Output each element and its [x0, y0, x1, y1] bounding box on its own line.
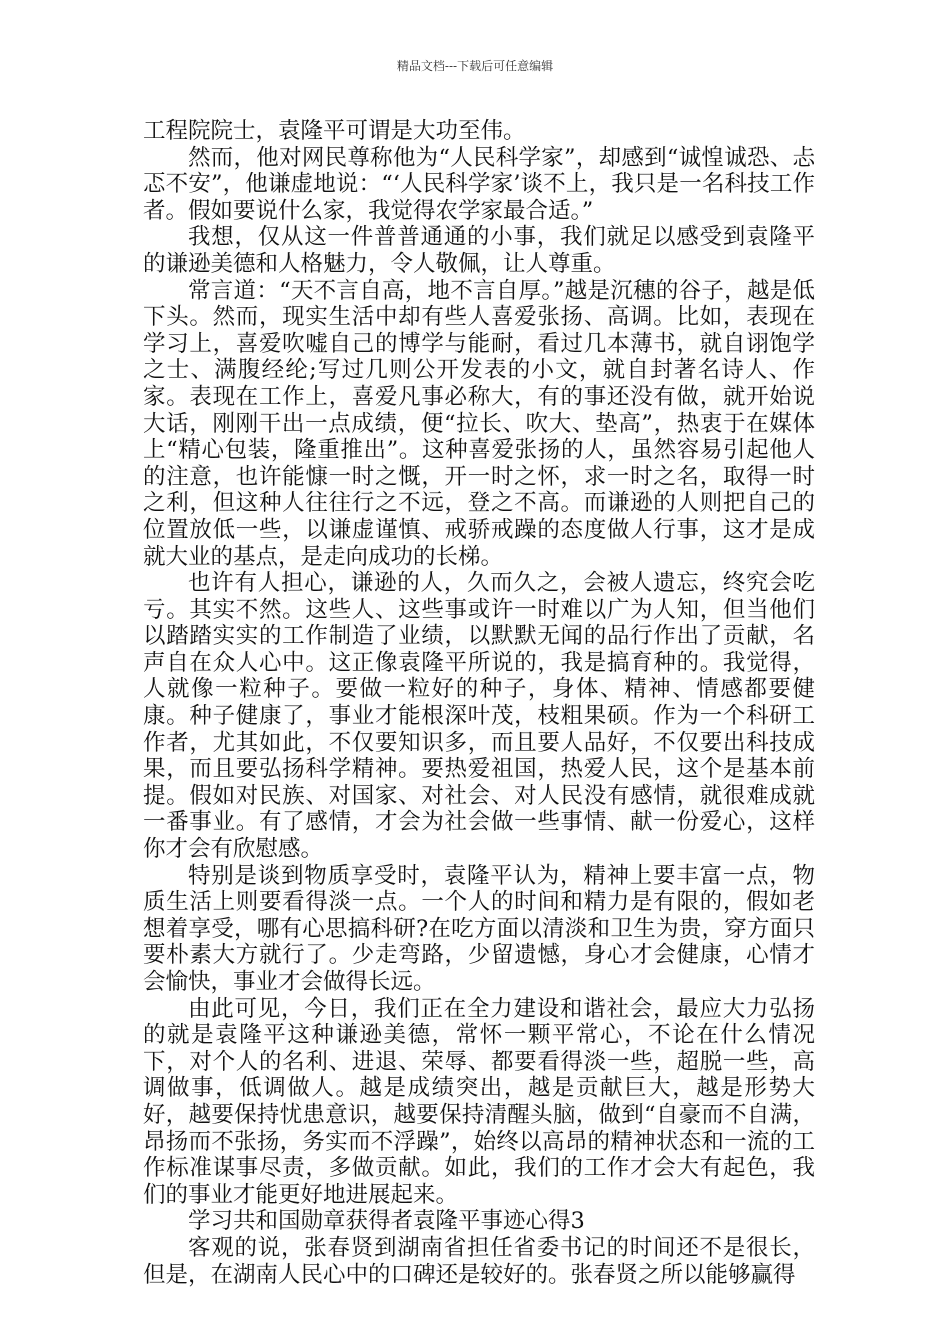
paragraph-2: 然而，他对网民尊称他为“人民科学家”，却感到“诚惶诚恐、忐忑不安”，他谦虚地说：“‘人民科学家’谈不上，我只是一名科技工作者。假如要说什么家，我觉得农学家最合适。”: [143, 144, 815, 224]
paragraph-4: 常言道：“天不言自高，地不言自厚。”越是沉穗的谷子，越是低下头。然而，现实生活中却有些人喜爱张扬、高调。比如，表现在学习上，喜爱吹嘘自己的博学与能耐，看过几本薄书，就自诩饱学之士、满腹经纶;写过几则公开发表的小文，就自封著名诗人、作家。表现在工作上，喜爱凡事必称大，有的事还没有做，就开始说大话，刚刚干出一点成绩，便“拉长、吹大、垫高”，热衷于在媒体上“精心包装，隆重推出”。这种喜爱张扬的人，虽然容易引起他人的注意，也许能慷一时之慨，开一时之怀，求一时之名，取得一时之利，但这种人往往行之不远，登之不高。而谦逊的人则把自己的位置放低一些，以谦虚谨慎、戒骄戒躁的态度做人行事，这才是成就大业的基点，是走向成功的长梯。: [143, 277, 815, 570]
paragraph-3: 我想，仅从这一件普普通通的小事，我们就足以感受到袁隆平的谦逊美德和人格魅力，令人敬佩，让人尊重。: [143, 224, 815, 277]
paragraph-5: 也许有人担心，谦逊的人，久而久之，会被人遗忘，终究会吃亏。其实不然。这些人、这些事或许一时难以广为人知，但当他们以踏踏实实的工作制造了业绩，以默默无闻的品行作出了贡献，名声自在众人心中。这正像袁隆平所说的，我是搞育种的。我觉得，人就像一粒种子。要做一粒好的种子，身体、精神、情感都要健康。种子健康了，事业才能根深叶茂，枝粗果硕。作为一个科研工作者，尤其如此，不仅要知识多，而且要人品好，不仅要出科技成果，而且要弘扬科学精神。要热爱祖国，热爱人民，这个是基本前提。假如对民族、对国家、对社会、对人民没有感情，就很难成就一番事业。有了感情，才会为社会做一些事情、献一份爱心，这样你才会有欣慰感。: [143, 570, 815, 863]
section-heading: 学习共和国勋章获得者袁隆平事迹心得3: [188, 1208, 585, 1235]
paragraph-8: 客观的说，张春贤到湖南省担任省委书记的时间还不是很长，但是，在湖南人民心中的口碑还是较好的。张春贤之所以能够赢得: [143, 1234, 815, 1288]
paragraph-1: 工程院院士，袁隆平可谓是大功至伟。: [143, 118, 526, 144]
paragraph-6: 特别是谈到物质享受时，袁隆平认为，精神上要丰富一点，物质生活上则要看得淡一点。一个人的时间和精力是有限的，假如老想着享受，哪有心思搞科研?在吃方面以清淡和卫生为贵，穿方面只要朴素大方就行了。少走弯路，少留遗憾，身心才会健康，心情才会愉快，事业才会做得长远。: [143, 862, 815, 995]
paragraph-7: 由此可见，今日，我们正在全力建设和谐社会，最应大力弘扬的就是袁隆平这种谦逊美德，常怀一颗平常心，不论在什么情况下，对个人的名利、进退、荣辱、都要看得淡一些，超脱一些，高调做事，低调做人。越是成绩突出，越是贡献巨大，越是形势大好，越要保持忧患意识，越要保持清醒头脑，做到“自豪而不自满，昂扬而不张扬，务实而不浮躁”，始终以高昂的精神状态和一流的工作标准谋事尽责，多做贡献。如此，我们的工作才会大有起色，我们的事业才能更好地进展起来。: [143, 995, 815, 1208]
page-header: 精品文档---下载后可任意编辑: [396, 59, 554, 73]
article-body: [143, 118, 815, 1288]
